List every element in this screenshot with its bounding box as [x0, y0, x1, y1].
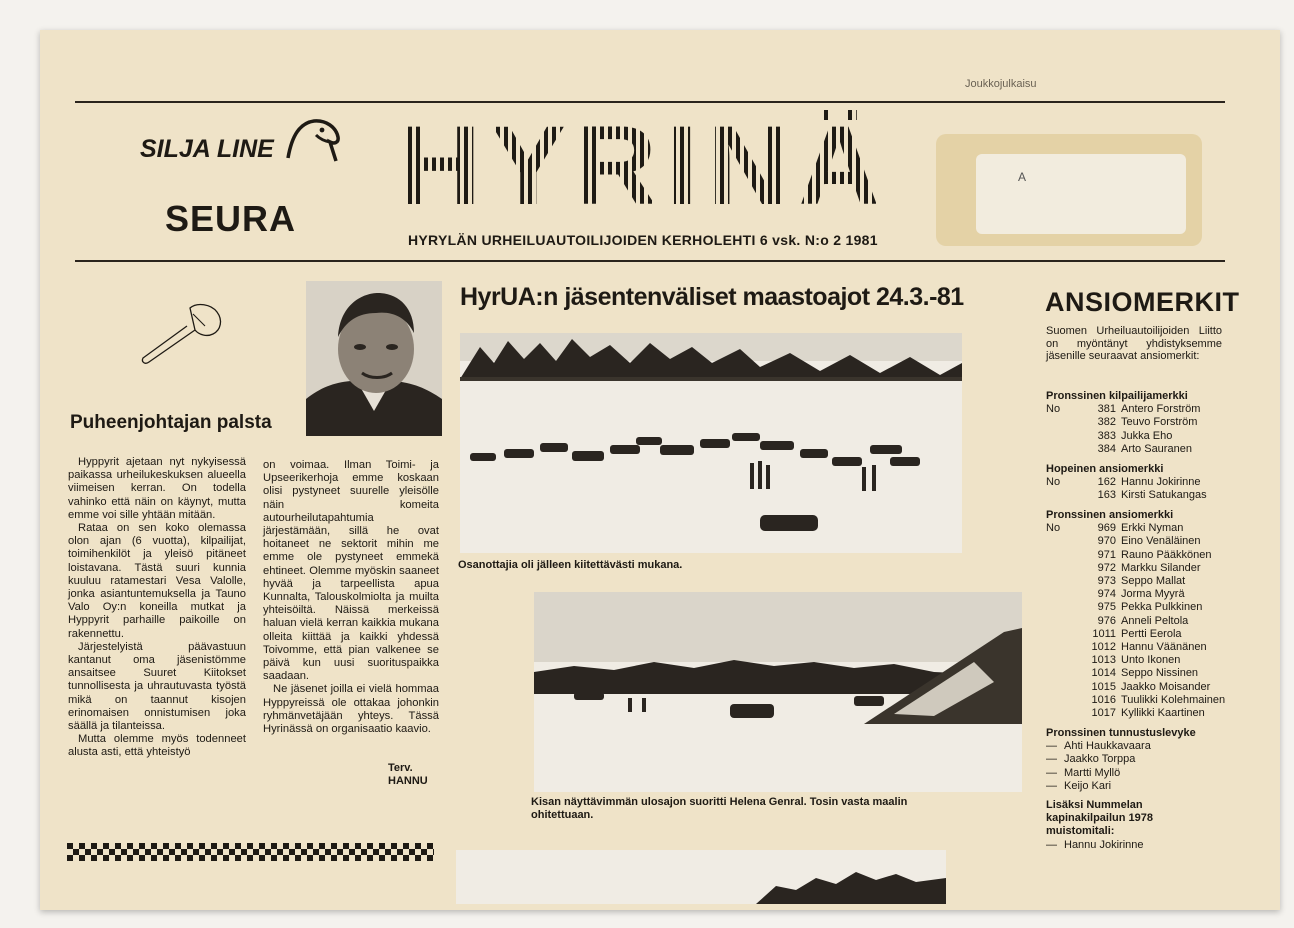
award-group — [1046, 390, 1200, 456]
seal-logo-icon — [280, 113, 346, 165]
silja-line-text: SILJA LINE — [140, 135, 274, 163]
no-label: No — [1046, 476, 1061, 489]
rally-photo-exit-image — [534, 592, 1022, 792]
rally-photo-bottom-image — [456, 850, 946, 904]
award-heading: Lisäksi Nummelan kapinakilpailun 1978 muistomitali: — [1046, 799, 1153, 838]
award-entry: 163 Kirsti Satukangas — [1097, 489, 1207, 502]
address-label — [976, 154, 1186, 234]
article-headline: HyrUA:n jäsentenväliset maastoajot 24.3.-81 — [460, 283, 964, 311]
award-entry: 384 Arto Sauranen — [1097, 442, 1192, 455]
award-heading: Pronssinen tunnustuslevyke — [1046, 727, 1196, 739]
award-entry: 975 Pekka Pulkkinen — [1097, 601, 1203, 614]
silja-line-logo — [140, 135, 274, 164]
seura-logo: SEURA — [165, 198, 297, 239]
photo-caption-1: Osanottajia oli jälleen kiitettävästi mukana. — [458, 559, 683, 571]
column-paragraph: Hyppyrit ajetaan nyt nykyisessä paikassa urheilukeskuksen alueella viimeisen kerran. On todella vahinko että näin on käynyt, mutta emme voi sille yhtään mitään. — [68, 456, 246, 521]
award-entry: 972 Markku Silander — [1097, 561, 1201, 574]
award-entry: 976 Anneli Peltola — [1097, 614, 1189, 627]
plaque-entry: — Keijo Kari — [1046, 779, 1112, 792]
award-entry: No 969 Erkki Nyman — [1046, 522, 1184, 535]
award-entry: 1017 Kyllikki Kaartinen — [1091, 707, 1205, 720]
column-text-right — [263, 459, 439, 736]
plaque-group — [1046, 727, 1196, 793]
award-group — [1046, 463, 1207, 503]
award-entry: 383 Jukka Eho — [1097, 429, 1173, 442]
award-entry: 1015 Jaakko Moisander — [1091, 680, 1211, 693]
award-entry: 382 Teuvo Forström — [1097, 416, 1198, 429]
rally-photo-bottom — [456, 850, 946, 904]
plaque-entry: — Ahti Haukkavaara — [1046, 740, 1151, 753]
column-text-left — [68, 456, 246, 760]
publication-note: Joukkojulkaisu — [965, 78, 1037, 90]
award-heading: Hopeinen ansiomerkki — [1046, 463, 1164, 475]
plaque-entry: — Martti Myllö — [1046, 766, 1121, 779]
no-label: No — [1046, 403, 1061, 416]
award-entry: 971 Rauno Pääkkönen — [1097, 548, 1212, 561]
hammer-icon — [135, 300, 230, 372]
award-entry: 970 Eino Venäläinen — [1097, 535, 1201, 548]
chairman-portrait — [306, 281, 442, 436]
award-entry: 1016 Tuulikki Kolehmainen — [1091, 693, 1226, 706]
award-heading: Pronssinen kilpailijamerkki — [1046, 390, 1188, 402]
column-paragraph: Ne jäsenet joilla ei vielä hommaa Hyppyreissä ole ottakaa johonkin ryhmänvetäjään yhteys. Tässä Hyrinässä on organisaatio kaavio. — [263, 683, 439, 736]
extra-group — [1046, 799, 1222, 852]
award-entry: 1012 Hannu Väänänen — [1091, 641, 1207, 654]
address-label-patch — [936, 134, 1202, 246]
checkered-border — [67, 843, 434, 861]
award-group — [1046, 509, 1225, 720]
award-entry: No 381 Antero Forström — [1046, 403, 1201, 416]
column-kicker: Puheenjohtajan palsta — [70, 412, 272, 433]
award-heading: Pronssinen ansiomerkki — [1046, 509, 1174, 521]
masthead-subtitle: HYRYLÄN URHEILUAUTOILIJOIDEN KERHOLEHTI 6 vsk. N:o 2 1981 — [408, 232, 878, 248]
address-label-text: A — [1018, 170, 1027, 184]
plaque-entry: — Jaakko Torppa — [1046, 753, 1136, 766]
column-paragraph: Rataa on sen koko olemassa olon ajan (6 vuotta), kilpailijat, toimihenkilöt ja yleisö pitäneet loistavana. Tästä suuri kunnia kuuluu ratamestari Vesa Valolle, jonka asiantuntemuksella ja Tauno Valo Oy:n koneilla mutkat ja Hyppyrit parhaille paikoille on rakennettu. — [68, 522, 246, 640]
sign-off: Terv. — [388, 762, 413, 774]
award-entry: No 162 Hannu Jokirinne — [1046, 476, 1201, 489]
masthead-title: HYRINÄ — [400, 103, 890, 228]
award-entry: 1014 Seppo Nissinen — [1091, 667, 1199, 680]
signature-name: HANNU — [388, 775, 428, 787]
photo-caption-2: Kisan näyttävimmän ulosajon suoritti Helena Genral. Tosin vasta maalin ohitettuaan. — [531, 796, 908, 821]
no-label: No — [1046, 522, 1061, 535]
rally-photo-field-image — [460, 333, 962, 553]
sidebar-title: ANSIOMERKIT — [1045, 287, 1240, 317]
extra-entry: — Hannu Jokirinne — [1046, 838, 1144, 851]
column-paragraph: on voimaa. Ilman Toimi- ja Upseerikerhoja emme koskaan olisi pystyneet suurelle yleisölle näin komeita autourheilutapahtumia järjestämään, sillä he ovat hoitaneet ne sektorit mihin me emme ole pystyneet emmekä ehtineet. Olemme myöskin saaneet hyvää ja tarpeellista apua Kunnalta, Talouskolmiolta ja muilta yhteisöiltä. Näissä merkeissä haluan vielä kerran kaikkia mukana olleita kiittää ja kaikki yhdessä Toivomme, että pian valkenee se päivä kun uusi suorituspaikka saadaan. — [263, 459, 439, 683]
rally-photo-field — [460, 333, 962, 553]
sidebar-intro: Suomen Urheiluautoilijoiden Liitto on myöntänyt yhdistyksemme jäsenille seuraavat ansiomerkit: — [1046, 325, 1222, 363]
header-rule — [75, 260, 1225, 262]
column-paragraph: Järjestelyistä päävastuun kantanut oma jäsenistömme ansaitsee Suuret Kiitokset tunnollisesta ja uhrautuvasta työstä mikä on taannut kisojen erinomaisen onnistumisen joka säällä ja tilanteissa. — [68, 640, 246, 733]
column-paragraph: Mutta olemme myös todenneet alusta asti, että yhteistyö — [68, 733, 246, 759]
award-entry: 1011 Pertti Eerola — [1092, 627, 1182, 640]
award-entry: 974 Jorma Myyrä — [1097, 588, 1185, 601]
award-entry: 973 Seppo Mallat — [1097, 575, 1186, 588]
column-signature — [388, 762, 428, 788]
rally-photo-exit — [534, 592, 1022, 792]
award-entry: 1013 Unto Ikonen — [1091, 654, 1181, 667]
